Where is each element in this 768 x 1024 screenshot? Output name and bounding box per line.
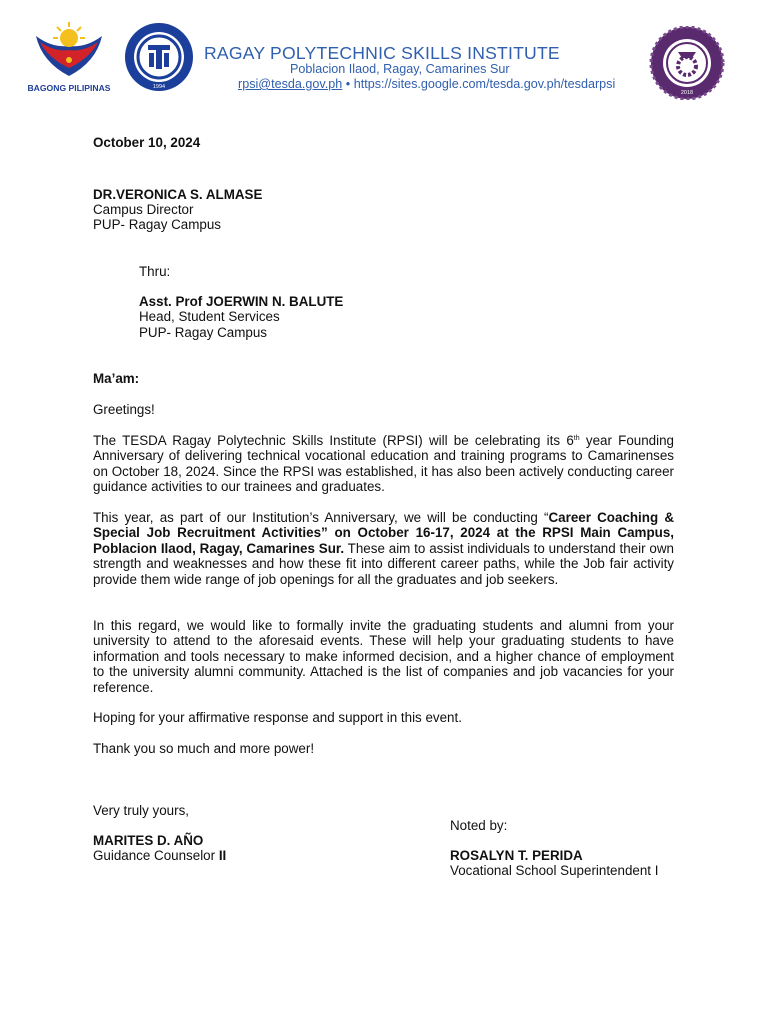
noted-label: Noted by: xyxy=(450,818,508,833)
signer-name: MARITES D. AÑO xyxy=(93,833,204,848)
thru-name: Asst. Prof JOERWIN N. BALUTE xyxy=(139,294,344,309)
bagong-pilipinas-text: BAGONG PILIPINAS xyxy=(27,83,111,93)
email-link[interactable]: rpsi@tesda.gov.ph xyxy=(238,77,343,91)
bagong-pilipinas-logo xyxy=(26,18,112,94)
salutation: Ma’am: xyxy=(93,371,140,386)
thru-org: PUP- Ragay Campus xyxy=(139,325,268,340)
recipient-name: DR.VERONICA S. ALMASE xyxy=(93,187,263,202)
thru-label: Thru: xyxy=(139,264,171,279)
paragraph-1: The TESDA Ragay Polytechnic Skills Institute (RPSI) will be celebrating its 6th year Founding Anniversary of delivering technical vocational education and training programs to Camarinenses on October 18, 2024. Since the RPSI was established, it has also been actively conducting career guidance activities to our trainees and graduates. xyxy=(93,433,675,495)
tesda-year: 1994 xyxy=(152,84,166,90)
paragraph-2: This year, as part of our Institution’s Anniversary, we will be conducting “Career Coaching & Special Job Recruitment Activities” on October 16-17, 2024 at the RPSI Main Campus, Poblacion Ilaod, Ragay, Camarines Sur. These aim to assist individuals to understand their own strength and weaknesses and how these fit into different career paths, while the Job fair activity provide them wide range of job openings for all the graduates and job seekers. xyxy=(93,510,674,587)
paragraph-4: Hoping for your affirmative response and support in this event. xyxy=(93,710,462,725)
website-link[interactable]: https://sites.google.com/tesda.gov.ph/tesdarpsi xyxy=(353,77,616,91)
noted-title: Vocational School Superintendent I xyxy=(450,863,659,878)
institute-address: Poblacion Ilaod, Ragay, Camarines Sur xyxy=(290,62,510,76)
recipient-title: Campus Director xyxy=(93,202,194,217)
recipient-org: PUP- Ragay Campus xyxy=(93,217,222,232)
contact-separator: • xyxy=(342,77,354,91)
greeting: Greetings! xyxy=(93,402,155,417)
paragraph-3: In this regard, we would like to formally invite the graduating students and alumni from your university to attend to the aforesaid events. These will help your graduating students to have information and tools necessary to make informed decision, and a higher chance of employment to the university alumni community. Attached is the list of companies and job vacancies for your reference. xyxy=(93,618,674,695)
rpsi-seal xyxy=(648,26,726,100)
seal-year: 2018 xyxy=(680,90,694,96)
letter-date: October 10, 2024 xyxy=(93,135,201,150)
signer-title: Guidance Counselor II xyxy=(93,848,227,863)
paragraph-5: Thank you so much and more power! xyxy=(93,741,315,756)
noted-name: ROSALYN T. PERIDA xyxy=(450,848,583,863)
institute-contact xyxy=(238,77,615,91)
closing: Very truly yours, xyxy=(93,803,189,818)
thru-title: Head, Student Services xyxy=(139,309,280,324)
institute-name: RAGAY POLYTECHNIC SKILLS INSTITUTE xyxy=(204,43,560,63)
tesda-logo xyxy=(122,22,196,92)
